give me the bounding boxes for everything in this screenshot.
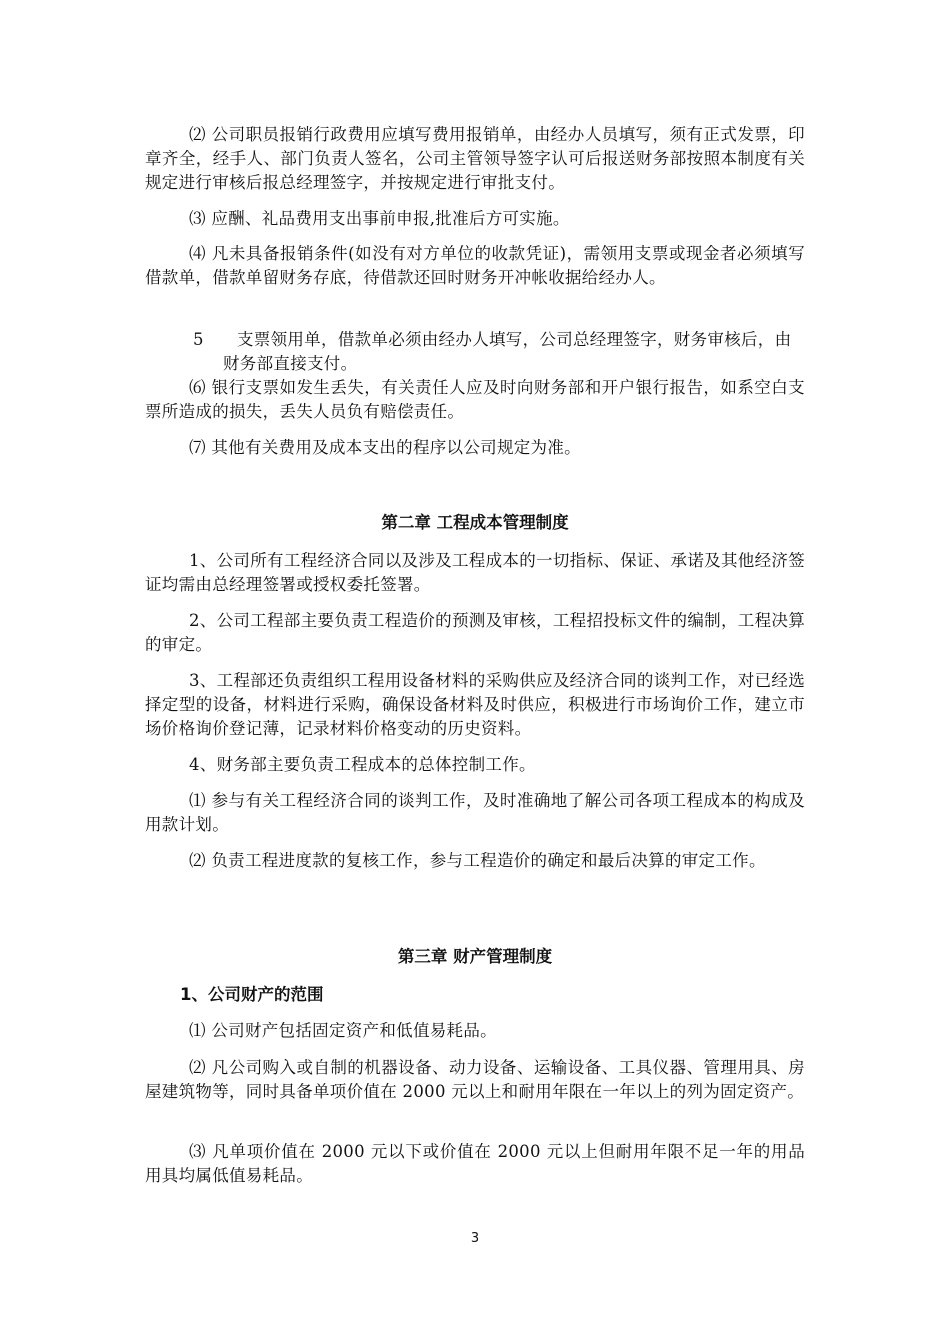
chapter-2-clause-4: 4、财务部主要负责工程成本的总体控制工作。 (189, 755, 536, 774)
list-item-5 (193, 328, 805, 376)
chapter-2-clause-4-1: ⑴ 参与有关工程经济合同的谈判工作，及时准确地了解公司各项工程成本的构成及用款计划。 (145, 791, 805, 834)
chapter-3-clause-1: ⑴ 公司财产包括固定资产和低值易耗品。 (189, 1021, 497, 1040)
page-number: 3 (470, 1231, 480, 1246)
paragraph-entertainment-gifts: ⑶ 应酬、礼品费用支出事前申报,批准后方可实施。 (189, 209, 570, 228)
chapter-2-clause-3: 3、工程部还负责组织工程用设备材料的采购供应及经济合同的谈判工作，对已经选择定型的设备，材料进行采购，确保设备材料及时供应，积极进行市场询价工作，建立市场价格询价登记薄，记录材料价格变动的历史资料。 (145, 671, 805, 738)
paragraph-lost-cheque: ⑹ 银行支票如发生丢失，有关责任人应及时向财务部和开户银行报告，如系空白支票所造成的损失，丢失人员负有赔偿责任。 (145, 378, 805, 421)
chapter-2-title: 第二章 工程成本管理制度 (381, 513, 569, 532)
chapter-2-clause-4-2: ⑵ 负责工程进度款的复核工作，参与工程造价的确定和最后决算的审定工作。 (189, 851, 766, 870)
chapter-2-clause-2: 2、公司工程部主要负责工程造价的预测及审核，工程招投标文件的编制，工程决算的审定。 (145, 611, 805, 654)
paragraph-expense-reimbursement: ⑵ 公司职员报销行政费用应填写费用报销单，由经办人员填写，须有正式发票，印章齐全，经手人、部门负责人签名，公司主管领导签字认可后报送财务部按照本制度有关规定进行审核后报总经理签字，并按规定进行审批支付。 (145, 125, 805, 192)
paragraph-loan-slip: ⑷ 凡未具备报销条件(如没有对方单位的收款凭证)，需领用支票或现金者必须填写借款单，借款单留财务存底，待借款还回时财务开冲帐收据给经办人。 (145, 244, 805, 287)
list-item-number: 5 (193, 330, 204, 349)
list-item-text: 支票领用单，借款单必须由经办人填写，公司总经理签字，财务审核后，由财务部直接支付。 (223, 330, 792, 373)
chapter-2-clause-1: 1、公司所有工程经济合同以及涉及工程成本的一切指标、保证、承诺及其他经济签证均需由总经理签署或授权委托签署。 (145, 551, 805, 594)
chapter-3-subheading-1: 1、公司财产的范围 (180, 985, 324, 1004)
paragraph-other-costs: ⑺ 其他有关费用及成本支出的程序以公司规定为准。 (189, 438, 581, 457)
chapter-3-clause-3: ⑶ 凡单项价值在 2000 元以下或价值在 2000 元以上但耐用年限不足一年的用品用具均属低值易耗品。 (145, 1142, 805, 1185)
chapter-3-title: 第三章 财产管理制度 (397, 947, 553, 966)
chapter-3-clause-2: ⑵ 凡公司购入或自制的机器设备、动力设备、运输设备、工具仪器、管理用具、房屋建筑物等，同时具备单项价值在 2000 元以上和耐用年限在一年以上的列为固定资产。 (145, 1058, 805, 1101)
